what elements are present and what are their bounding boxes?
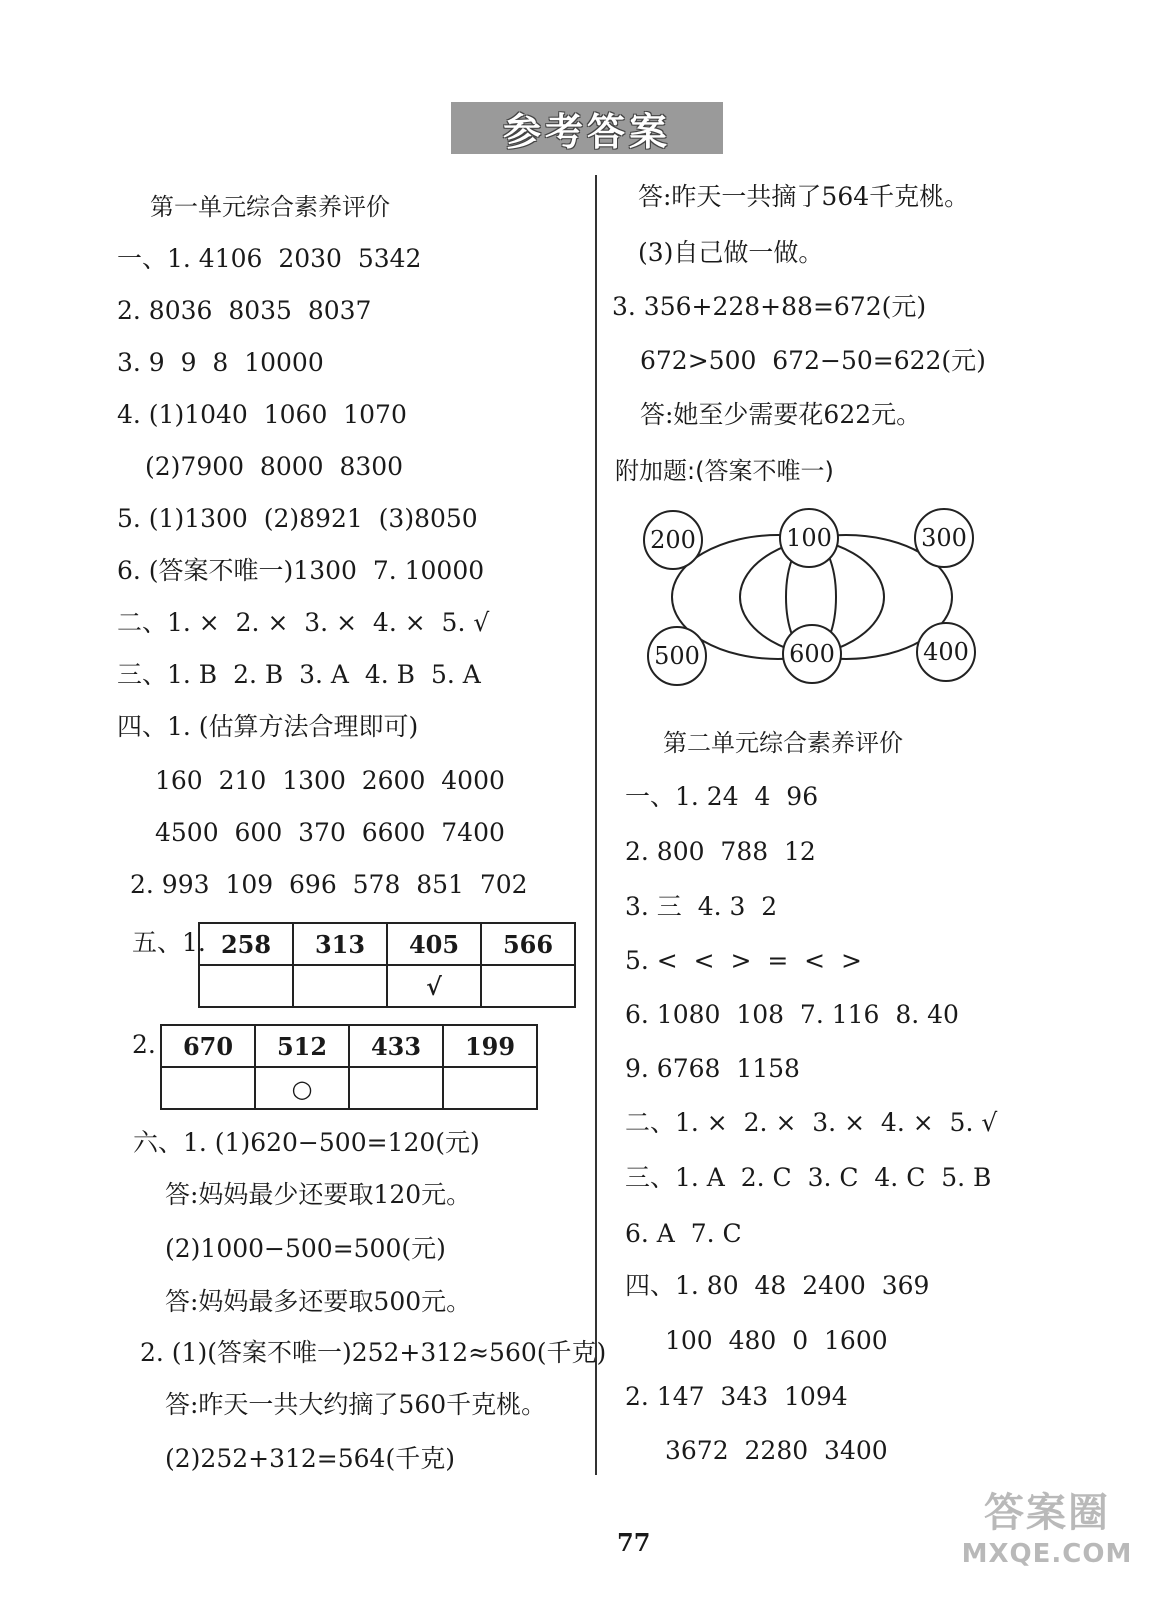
table-cell <box>443 1067 537 1109</box>
table-cell: 433 <box>349 1025 443 1067</box>
answer-line: 六、1. (1)620−500=120(元) <box>133 1128 480 1157</box>
answer-line: 160 210 1300 2600 4000 <box>155 766 505 795</box>
table-cell <box>199 965 293 1007</box>
answer-line: 二、1. × 2. × 3. × 4. × 5. √ <box>625 1108 998 1137</box>
answer-line: (2)252+312=564(千克) <box>165 1444 455 1473</box>
answer-line: 3. 9 9 8 10000 <box>117 348 324 377</box>
answer-line: 3. 三 4. 3 2 <box>625 892 778 921</box>
answer-line: 二、1. × 2. × 3. × 4. × 5. √ <box>117 608 490 637</box>
answer-line: 3. 356+228+88=672(元) <box>612 292 927 321</box>
node-value: 600 <box>789 640 835 668</box>
watermark-url: MXQE.COM <box>961 1539 1133 1569</box>
answer-line: 672>500 672−50=622(元) <box>640 346 986 375</box>
answer-line: (3)自己做一做。 <box>638 238 824 267</box>
answer-line: 4. (1)1040 1060 1070 <box>117 400 407 429</box>
page-number: 77 <box>617 1528 651 1557</box>
answer-table-1 <box>198 922 576 1008</box>
answer-line: 6. (答案不唯一)1300 7. 10000 <box>117 556 485 585</box>
table-label: 五、1. <box>132 928 206 957</box>
table-cell: 670 <box>161 1025 255 1067</box>
answer-line: 5. (1)1300 (2)8921 (3)8050 <box>117 504 478 533</box>
answer-line: 四、1. (估算方法合理即可) <box>117 712 419 741</box>
table-cell: 566 <box>481 923 575 965</box>
answer-line: 答:昨天一共摘了564千克桃。 <box>638 182 970 211</box>
answer-line: 答:她至少需要花622元。 <box>640 400 922 429</box>
answer-line: 2. (1)(答案不唯一)252+312≈560(千克) <box>140 1338 607 1367</box>
table-cell: ○ <box>255 1067 349 1109</box>
table-cell: 512 <box>255 1025 349 1067</box>
answer-line: 一、1. 4106 2030 5342 <box>117 244 422 273</box>
answer-line: 三、1. A 2. C 3. C 4. C 5. B <box>625 1163 992 1192</box>
answer-line: 5. < < > = < > <box>625 946 862 975</box>
answer-line: 6. 1080 108 7. 116 8. 40 <box>625 1000 959 1029</box>
node-value: 100 <box>786 524 832 552</box>
table-cell <box>161 1067 255 1109</box>
answer-line: (2)7900 8000 8300 <box>145 452 404 481</box>
node-value: 400 <box>923 638 969 666</box>
left-loop <box>672 535 884 659</box>
unit-heading: 第二单元综合素养评价 <box>663 729 903 757</box>
answer-line: 2. 8036 8035 8037 <box>117 296 372 325</box>
table-cell: 258 <box>199 923 293 965</box>
answer-line: 100 480 0 1600 <box>665 1326 888 1355</box>
answer-line: 答:妈妈最少还要取120元。 <box>165 1180 472 1209</box>
column-divider <box>595 175 597 1475</box>
table-cell: 313 <box>293 923 387 965</box>
answer-line: (2)1000−500=500(元) <box>165 1234 446 1263</box>
answer-line: 9. 6768 1158 <box>625 1054 800 1083</box>
number-circle-diagram <box>635 498 985 690</box>
answer-line: 3672 2280 3400 <box>665 1436 888 1465</box>
node-value: 500 <box>654 642 700 670</box>
watermark-logo <box>952 1488 1142 1592</box>
table-cell <box>349 1067 443 1109</box>
table-cell: 405 <box>387 923 481 965</box>
answer-line: 四、1. 80 48 2400 369 <box>625 1271 930 1300</box>
table-cell <box>481 965 575 1007</box>
page-title: 参考答案 <box>502 109 671 154</box>
answer-line: 答:妈妈最多还要取500元。 <box>165 1287 472 1316</box>
unit-heading: 第一单元综合素养评价 <box>150 193 390 221</box>
node-value: 300 <box>921 524 967 552</box>
answer-line: 6. A 7. C <box>625 1219 742 1248</box>
answer-line: 4500 600 370 6600 7400 <box>155 818 505 847</box>
table-cell: √ <box>387 965 481 1007</box>
watermark-text: 答案圈 <box>984 1490 1110 1536</box>
table-cell: 199 <box>443 1025 537 1067</box>
answer-line: 2. 993 109 696 578 851 702 <box>130 870 528 899</box>
table-label: 2. <box>132 1030 156 1059</box>
answer-line: 2. 800 788 12 <box>625 837 816 866</box>
answer-line: 一、1. 24 4 96 <box>625 782 819 811</box>
answer-line: 三、1. B 2. B 3. A 4. B 5. A <box>117 660 481 689</box>
answer-line: 答:昨天一共大约摘了560千克桃。 <box>165 1390 547 1419</box>
answer-line: 2. 147 343 1094 <box>625 1382 848 1411</box>
page-title-banner <box>451 102 723 154</box>
answer-table-2 <box>160 1024 538 1110</box>
table-cell <box>293 965 387 1007</box>
bonus-heading: 附加题:(答案不唯一) <box>615 457 834 485</box>
node-value: 200 <box>650 526 696 554</box>
